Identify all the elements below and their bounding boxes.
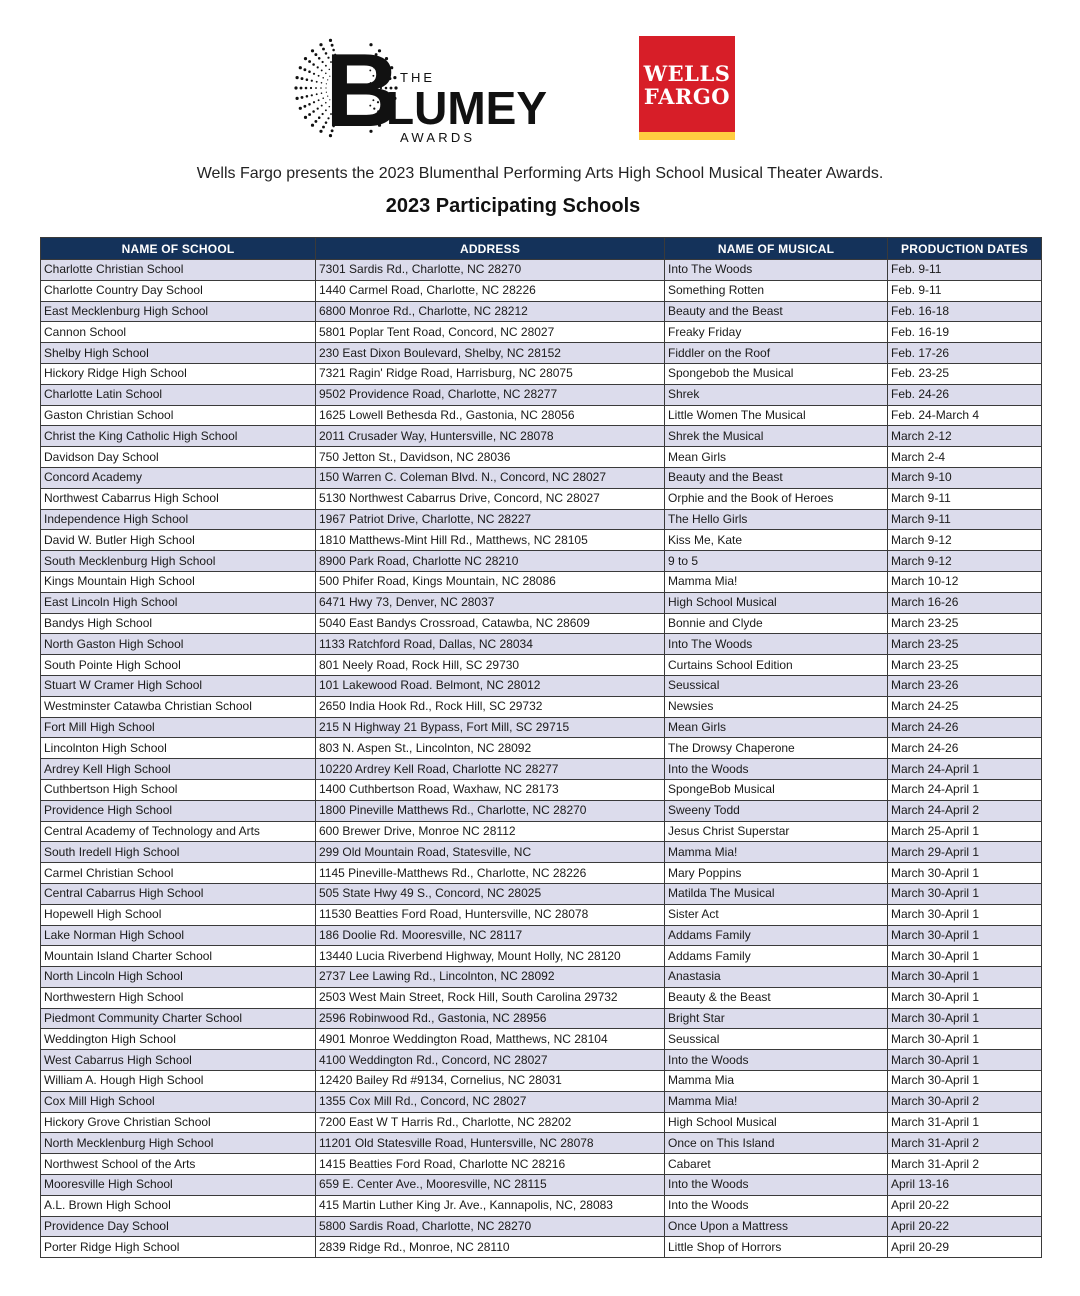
production-dates-cell: March 30-April 1 <box>888 904 1042 925</box>
school-name-cell: Hickory Ridge High School <box>41 363 316 384</box>
musical-name-cell: Freaky Friday <box>665 322 888 343</box>
production-dates-cell: April 13-16 <box>888 1175 1042 1196</box>
musical-name-cell: Shrek <box>665 384 888 405</box>
production-dates-cell: March 31-April 2 <box>888 1133 1042 1154</box>
musical-name-cell: Mean Girls <box>665 447 888 468</box>
table-row <box>41 717 1042 738</box>
table-row <box>41 1008 1042 1029</box>
production-dates-cell: March 30-April 1 <box>888 987 1042 1008</box>
address-cell: 801 Neely Road, Rock Hill, SC 29730 <box>316 655 665 676</box>
table-row <box>41 1195 1042 1216</box>
production-dates-cell: March 24-25 <box>888 696 1042 717</box>
table-row <box>41 821 1042 842</box>
musical-name-cell: Mamma Mia! <box>665 842 888 863</box>
address-cell: 11530 Beatties Ford Road, Huntersville, NC 28078 <box>316 904 665 925</box>
production-dates-cell: March 16-26 <box>888 592 1042 613</box>
musical-name-cell: Little Shop of Horrors <box>665 1237 888 1258</box>
production-dates-cell: March 30-April 1 <box>888 967 1042 988</box>
school-name-cell: Porter Ridge High School <box>41 1237 316 1258</box>
production-dates-cell: March 9-11 <box>888 488 1042 509</box>
musical-name-cell: Little Women The Musical <box>665 405 888 426</box>
address-cell: 11201 Old Statesville Road, Huntersville, NC 28078 <box>316 1133 665 1154</box>
address-cell: 2596 Robinwood Rd., Gastonia, NC 28956 <box>316 1008 665 1029</box>
address-cell: 1967 Patriot Drive, Charlotte, NC 28227 <box>316 509 665 530</box>
table-row <box>41 655 1042 676</box>
table-row <box>41 301 1042 322</box>
address-cell: 803 N. Aspen St., Lincolnton, NC 28092 <box>316 738 665 759</box>
musical-name-cell: Jesus Christ Superstar <box>665 821 888 842</box>
table-row <box>41 1071 1042 1092</box>
blumey-awards-logo <box>288 30 558 148</box>
school-name-cell: North Gaston High School <box>41 634 316 655</box>
musical-name-cell: The Drowsy Chaperone <box>665 738 888 759</box>
address-cell: 415 Martin Luther King Jr. Ave., Kannapolis, NC, 28083 <box>316 1195 665 1216</box>
school-name-cell: Lincolnton High School <box>41 738 316 759</box>
school-name-cell: Piedmont Community Charter School <box>41 1008 316 1029</box>
table-row <box>41 925 1042 946</box>
school-name-cell: Cannon School <box>41 322 316 343</box>
production-dates-cell: Feb. 17-26 <box>888 343 1042 364</box>
blumey-logo-lumey: LUMEY <box>386 82 547 134</box>
musical-name-cell: Mary Poppins <box>665 863 888 884</box>
production-dates-cell: March 24-26 <box>888 738 1042 759</box>
blumey-logo-b: B <box>325 33 401 148</box>
musical-name-cell: Cabaret <box>665 1154 888 1175</box>
table-row <box>41 426 1042 447</box>
musical-name-cell: Fiddler on the Roof <box>665 343 888 364</box>
musical-name-cell: Into the Woods <box>665 1050 888 1071</box>
musical-name-cell: Something Rotten <box>665 280 888 301</box>
school-name-cell: Cox Mill High School <box>41 1091 316 1112</box>
address-cell: 1625 Lowell Bethesda Rd., Gastonia, NC 28056 <box>316 405 665 426</box>
address-cell: 2737 Lee Lawing Rd., Lincolnton, NC 28092 <box>316 967 665 988</box>
table-row <box>41 1029 1042 1050</box>
table-header-row <box>41 238 1042 260</box>
table-body <box>41 260 1042 1258</box>
school-name-cell: Charlotte Country Day School <box>41 280 316 301</box>
production-dates-cell: March 24-26 <box>888 717 1042 738</box>
address-cell: 299 Old Mountain Road, Statesville, NC <box>316 842 665 863</box>
column-header-musical: NAME OF MUSICAL <box>665 238 888 260</box>
address-cell: 6800 Monroe Rd., Charlotte, NC 28212 <box>316 301 665 322</box>
musical-name-cell: Addams Family <box>665 946 888 967</box>
school-name-cell: Ardrey Kell High School <box>41 759 316 780</box>
production-dates-cell: April 20-29 <box>888 1237 1042 1258</box>
school-name-cell: Mountain Island Charter School <box>41 946 316 967</box>
table-row <box>41 488 1042 509</box>
school-name-cell: Charlotte Latin School <box>41 384 316 405</box>
school-name-cell: North Mecklenburg High School <box>41 1133 316 1154</box>
school-name-cell: South Iredell High School <box>41 842 316 863</box>
musical-name-cell: Beauty and the Beast <box>665 301 888 322</box>
address-cell: 1440 Carmel Road, Charlotte, NC 28226 <box>316 280 665 301</box>
address-cell: 8900 Park Road, Charlotte NC 28210 <box>316 551 665 572</box>
musical-name-cell: Beauty & the Beast <box>665 987 888 1008</box>
school-name-cell: Northwest School of the Arts <box>41 1154 316 1175</box>
address-cell: 7200 East W T Harris Rd., Charlotte, NC 28202 <box>316 1112 665 1133</box>
production-dates-cell: March 10-12 <box>888 571 1042 592</box>
address-cell: 500 Phifer Road, Kings Mountain, NC 28086 <box>316 571 665 592</box>
production-dates-cell: March 9-12 <box>888 551 1042 572</box>
table-row <box>41 1237 1042 1258</box>
table-row <box>41 467 1042 488</box>
table-row <box>41 571 1042 592</box>
table-row <box>41 551 1042 572</box>
school-name-cell: Providence High School <box>41 800 316 821</box>
table-row <box>41 260 1042 281</box>
address-cell: 1145 Pineville-Matthews Rd., Charlotte, NC 28226 <box>316 863 665 884</box>
page-header <box>0 0 1080 232</box>
school-name-cell: East Lincoln High School <box>41 592 316 613</box>
school-name-cell: Stuart W Cramer High School <box>41 675 316 696</box>
school-name-cell: Lake Norman High School <box>41 925 316 946</box>
table-row <box>41 384 1042 405</box>
table-row <box>41 1175 1042 1196</box>
table-row <box>41 946 1042 967</box>
blumey-logo-the: THE <box>400 70 435 85</box>
address-cell: 2011 Crusader Way, Huntersville, NC 28078 <box>316 426 665 447</box>
production-dates-cell: March 30-April 1 <box>888 863 1042 884</box>
production-dates-cell: March 24-April 2 <box>888 800 1042 821</box>
musical-name-cell: Anastasia <box>665 967 888 988</box>
address-cell: 13440 Lucia Riverbend Highway, Mount Holly, NC 28120 <box>316 946 665 967</box>
production-dates-cell: March 30-April 1 <box>888 1008 1042 1029</box>
address-cell: 2839 Ridge Rd., Monroe, NC 28110 <box>316 1237 665 1258</box>
production-dates-cell: March 24-April 1 <box>888 779 1042 800</box>
musical-name-cell: Curtains School Edition <box>665 655 888 676</box>
school-name-cell: Hickory Grove Christian School <box>41 1112 316 1133</box>
address-cell: 230 East Dixon Boulevard, Shelby, NC 28152 <box>316 343 665 364</box>
production-dates-cell: March 29-April 1 <box>888 842 1042 863</box>
table-row <box>41 592 1042 613</box>
address-cell: 4100 Weddington Rd., Concord, NC 28027 <box>316 1050 665 1071</box>
address-cell: 5130 Northwest Cabarrus Drive, Concord, NC 28027 <box>316 488 665 509</box>
school-name-cell: West Cabarrus High School <box>41 1050 316 1071</box>
production-dates-cell: March 30-April 1 <box>888 925 1042 946</box>
address-cell: 1810 Matthews-Mint Hill Rd., Matthews, NC 28105 <box>316 530 665 551</box>
musical-name-cell: Spongebob the Musical <box>665 363 888 384</box>
school-name-cell: David W. Butler High School <box>41 530 316 551</box>
musical-name-cell: High School Musical <box>665 1112 888 1133</box>
musical-name-cell: Mamma Mia <box>665 1071 888 1092</box>
address-cell: 7321 Ragin' Ridge Road, Harrisburg, NC 28075 <box>316 363 665 384</box>
school-name-cell: Cuthbertson High School <box>41 779 316 800</box>
school-name-cell: South Pointe High School <box>41 655 316 676</box>
musical-name-cell: Addams Family <box>665 925 888 946</box>
musical-name-cell: Kiss Me, Kate <box>665 530 888 551</box>
address-cell: 5040 East Bandys Crossroad, Catawba, NC 28609 <box>316 613 665 634</box>
table-row <box>41 987 1042 1008</box>
school-name-cell: Central Academy of Technology and Arts <box>41 821 316 842</box>
production-dates-cell: March 30-April 1 <box>888 1071 1042 1092</box>
production-dates-cell: March 9-10 <box>888 467 1042 488</box>
school-name-cell: East Mecklenburg High School <box>41 301 316 322</box>
page-title: 2023 Participating Schools <box>385 195 641 217</box>
musical-name-cell: Mean Girls <box>665 717 888 738</box>
address-cell: 4901 Monroe Weddington Road, Matthews, NC 28104 <box>316 1029 665 1050</box>
table-row <box>41 1216 1042 1237</box>
production-dates-cell: Feb. 23-25 <box>888 363 1042 384</box>
address-cell: 1400 Cuthbertson Road, Waxhaw, NC 28173 <box>316 779 665 800</box>
musical-name-cell: Shrek the Musical <box>665 426 888 447</box>
production-dates-cell: March 30-April 2 <box>888 1091 1042 1112</box>
wells-fargo-logo <box>639 36 735 140</box>
column-header-address: ADDRESS <box>316 238 665 260</box>
table-row <box>41 634 1042 655</box>
address-cell: 9502 Providence Road, Charlotte, NC 28277 <box>316 384 665 405</box>
musical-name-cell: The Hello Girls <box>665 509 888 530</box>
musical-name-cell: Into The Woods <box>665 260 888 281</box>
table-row <box>41 1133 1042 1154</box>
production-dates-cell: March 30-April 1 <box>888 1050 1042 1071</box>
musical-name-cell: SpongeBob Musical <box>665 779 888 800</box>
production-dates-cell: March 24-April 1 <box>888 759 1042 780</box>
musical-name-cell: Matilda The Musical <box>665 883 888 904</box>
production-dates-cell: March 31-April 2 <box>888 1154 1042 1175</box>
musical-name-cell: Sister Act <box>665 904 888 925</box>
musical-name-cell: Beauty and the Beast <box>665 467 888 488</box>
school-name-cell: Fort Mill High School <box>41 717 316 738</box>
table-row <box>41 863 1042 884</box>
table-row <box>41 904 1042 925</box>
musical-name-cell: Once on This Island <box>665 1133 888 1154</box>
musical-name-cell: Bonnie and Clyde <box>665 613 888 634</box>
production-dates-cell: Feb. 24-26 <box>888 384 1042 405</box>
production-dates-cell: March 31-April 1 <box>888 1112 1042 1133</box>
address-cell: 1133 Ratchford Road, Dallas, NC 28034 <box>316 634 665 655</box>
address-cell: 150 Warren C. Coleman Blvd. N., Concord, NC 28027 <box>316 467 665 488</box>
musical-name-cell: Newsies <box>665 696 888 717</box>
table-row <box>41 967 1042 988</box>
school-name-cell: Concord Academy <box>41 467 316 488</box>
schools-table <box>40 237 1042 1258</box>
table-row <box>41 675 1042 696</box>
school-name-cell: Northwest Cabarrus High School <box>41 488 316 509</box>
table-row <box>41 800 1042 821</box>
address-cell: 1355 Cox Mill Rd., Concord, NC 28027 <box>316 1091 665 1112</box>
musical-name-cell: High School Musical <box>665 592 888 613</box>
musical-name-cell: Into the Woods <box>665 1175 888 1196</box>
production-dates-cell: Feb. 9-11 <box>888 280 1042 301</box>
school-name-cell: Independence High School <box>41 509 316 530</box>
production-dates-cell: March 9-12 <box>888 530 1042 551</box>
musical-name-cell: Seussical <box>665 675 888 696</box>
table-row <box>41 738 1042 759</box>
table-row <box>41 363 1042 384</box>
musical-name-cell: Orphie and the Book of Heroes <box>665 488 888 509</box>
table-row <box>41 1112 1042 1133</box>
school-name-cell: Weddington High School <box>41 1029 316 1050</box>
wells-fargo-logo-text: WELLS FARGO <box>643 61 731 109</box>
school-name-cell: Westminster Catawba Christian School <box>41 696 316 717</box>
blumey-logo-awards: AWARDS <box>400 130 476 145</box>
school-name-cell: Davidson Day School <box>41 447 316 468</box>
table-row <box>41 759 1042 780</box>
school-name-cell: Gaston Christian School <box>41 405 316 426</box>
table-row <box>41 779 1042 800</box>
address-cell: 1800 Pineville Matthews Rd., Charlotte, NC 28270 <box>316 800 665 821</box>
table-row <box>41 1154 1042 1175</box>
address-cell: 600 Brewer Drive, Monroe NC 28112 <box>316 821 665 842</box>
table-row <box>41 322 1042 343</box>
school-name-cell: Kings Mountain High School <box>41 571 316 592</box>
column-header-school: NAME OF SCHOOL <box>41 238 316 260</box>
address-cell: 505 State Hwy 49 S., Concord, NC 28025 <box>316 883 665 904</box>
school-name-cell: A.L. Brown High School <box>41 1195 316 1216</box>
table-row <box>41 447 1042 468</box>
school-name-cell: Central Cabarrus High School <box>41 883 316 904</box>
address-cell: 2650 India Hook Rd., Rock Hill, SC 29732 <box>316 696 665 717</box>
school-name-cell: Mooresville High School <box>41 1175 316 1196</box>
production-dates-cell: March 9-11 <box>888 509 1042 530</box>
production-dates-cell: Feb. 16-18 <box>888 301 1042 322</box>
production-dates-cell: March 30-April 1 <box>888 1029 1042 1050</box>
musical-name-cell: 9 to 5 <box>665 551 888 572</box>
school-name-cell: North Lincoln High School <box>41 967 316 988</box>
musical-name-cell: Mamma Mia! <box>665 571 888 592</box>
table-row <box>41 696 1042 717</box>
production-dates-cell: March 2-4 <box>888 447 1042 468</box>
table-row <box>41 530 1042 551</box>
table-row <box>41 1050 1042 1071</box>
table-row <box>41 1091 1042 1112</box>
table-row <box>41 405 1042 426</box>
address-cell: 659 E. Center Ave., Mooresville, NC 28115 <box>316 1175 665 1196</box>
school-name-cell: Shelby High School <box>41 343 316 364</box>
production-dates-cell: March 25-April 1 <box>888 821 1042 842</box>
school-name-cell: Providence Day School <box>41 1216 316 1237</box>
musical-name-cell: Into the Woods <box>665 1195 888 1216</box>
table-row <box>41 343 1042 364</box>
address-cell: 750 Jetton St., Davidson, NC 28036 <box>316 447 665 468</box>
production-dates-cell: March 2-12 <box>888 426 1042 447</box>
address-cell: 7301 Sardis Rd., Charlotte, NC 28270 <box>316 260 665 281</box>
table-row <box>41 883 1042 904</box>
address-cell: 2503 West Main Street, Rock Hill, South Carolina 29732 <box>316 987 665 1008</box>
table-row <box>41 509 1042 530</box>
address-cell: 215 N Highway 21 Bypass, Fort Mill, SC 29715 <box>316 717 665 738</box>
production-dates-cell: March 30-April 1 <box>888 883 1042 904</box>
musical-name-cell: Once Upon a Mattress <box>665 1216 888 1237</box>
production-dates-cell: Feb. 9-11 <box>888 260 1042 281</box>
table-row <box>41 280 1042 301</box>
production-dates-cell: March 23-25 <box>888 613 1042 634</box>
school-name-cell: Hopewell High School <box>41 904 316 925</box>
production-dates-cell: March 30-April 1 <box>888 946 1042 967</box>
musical-name-cell: Mamma Mia! <box>665 1091 888 1112</box>
table-row <box>41 613 1042 634</box>
production-dates-cell: Feb. 24-March 4 <box>888 405 1042 426</box>
school-name-cell: Bandys High School <box>41 613 316 634</box>
school-name-cell: South Mecklenburg High School <box>41 551 316 572</box>
address-cell: 1415 Beatties Ford Road, Charlotte NC 28216 <box>316 1154 665 1175</box>
school-name-cell: William A. Hough High School <box>41 1071 316 1092</box>
school-name-cell: Carmel Christian School <box>41 863 316 884</box>
school-name-cell: Christ the King Catholic High School <box>41 426 316 447</box>
production-dates-cell: April 20-22 <box>888 1216 1042 1237</box>
school-name-cell: Charlotte Christian School <box>41 260 316 281</box>
address-cell: 10220 Ardrey Kell Road, Charlotte NC 28277 <box>316 759 665 780</box>
table-row <box>41 842 1042 863</box>
wells-fargo-logo-stripe <box>639 132 735 140</box>
musical-name-cell: Seussical <box>665 1029 888 1050</box>
production-dates-cell: March 23-26 <box>888 675 1042 696</box>
musical-name-cell: Sweeny Todd <box>665 800 888 821</box>
address-cell: 12420 Bailey Rd #9134, Cornelius, NC 28031 <box>316 1071 665 1092</box>
school-name-cell: Northwestern High School <box>41 987 316 1008</box>
address-cell: 186 Doolie Rd. Mooresville, NC 28117 <box>316 925 665 946</box>
production-dates-cell: March 23-25 <box>888 634 1042 655</box>
intro-text: Wells Fargo presents the 2023 Blumenthal Performing Arts High School Musical Theater Awards. <box>196 165 884 182</box>
production-dates-cell: April 20-22 <box>888 1195 1042 1216</box>
production-dates-cell: Feb. 16-19 <box>888 322 1042 343</box>
musical-name-cell: Into the Woods <box>665 759 888 780</box>
address-cell: 101 Lakewood Road. Belmont, NC 28012 <box>316 675 665 696</box>
address-cell: 5801 Poplar Tent Road, Concord, NC 28027 <box>316 322 665 343</box>
production-dates-cell: March 23-25 <box>888 655 1042 676</box>
address-cell: 5800 Sardis Road, Charlotte, NC 28270 <box>316 1216 665 1237</box>
address-cell: 6471 Hwy 73, Denver, NC 28037 <box>316 592 665 613</box>
musical-name-cell: Into The Woods <box>665 634 888 655</box>
musical-name-cell: Bright Star <box>665 1008 888 1029</box>
column-header-dates: PRODUCTION DATES <box>888 238 1042 260</box>
